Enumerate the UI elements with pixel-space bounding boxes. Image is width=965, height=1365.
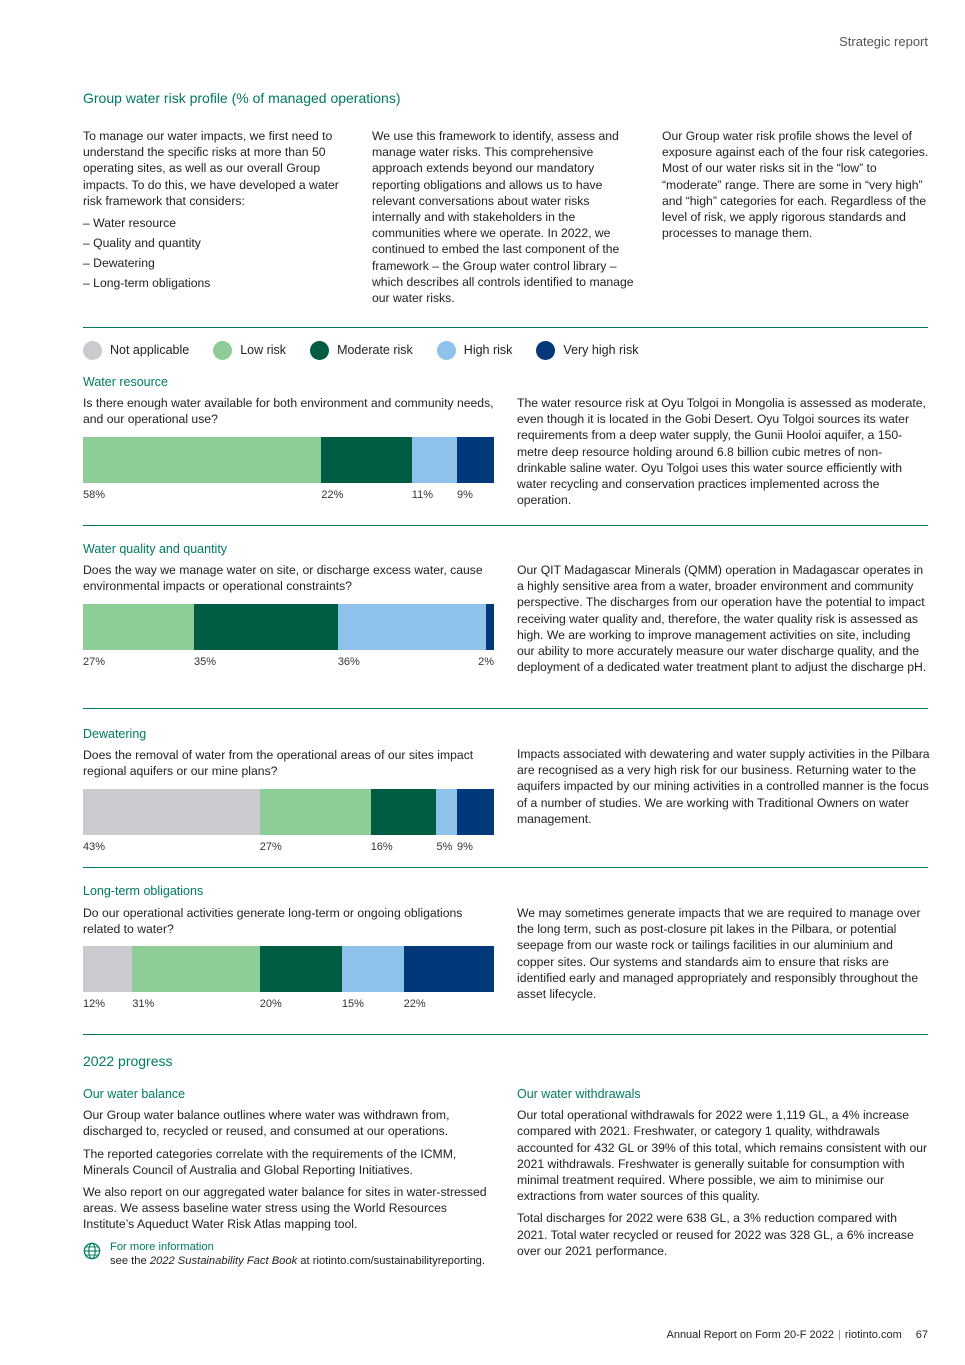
intro-paragraph: To manage our water impacts, we first need to understand the specific risks at more than 50 operating sites, as well as our overall Group impacts. To do this, we have developed a water risk framework that considers: (83, 129, 339, 208)
bar-value-label: 20% (259, 998, 282, 1010)
bar-value-label: 5% (436, 841, 453, 853)
bar-value-label: 22% (403, 998, 426, 1010)
divider (83, 867, 928, 868)
water-withdrawals-block (517, 1086, 929, 1265)
bar-value-label: 31% (132, 998, 155, 1010)
info-body (110, 1254, 485, 1268)
legend-swatch (437, 341, 456, 360)
water-quality-heading: Water quality and quantity (83, 542, 228, 556)
intro-paragraph: We use this framework to identify, assess and manage water risks. This comprehensive approach extends beyond our mandatory reporting obligations and allows us to have relevant conversations about water risks internally and with stakeholders in the communities where we operate. In 2022, we continued to embed the last component of the framework – the Group water control library – which describes all controls identified to manage our water risks. (372, 129, 634, 306)
divider (83, 1034, 928, 1035)
paragraph: We also report on our aggregated water balance for sites in water-stressed areas. We assess baseline water stress using the World Resources Institute’s Aqueduct Water Risk Atlas mapping tool. (83, 1185, 487, 1232)
divider (83, 327, 928, 328)
bar-value-label: 27% (83, 656, 106, 668)
list-item: – Dewatering (83, 255, 351, 271)
water-resource-question: Is there enough water available for both environment and community needs, and our operational use? (83, 396, 494, 427)
bar-segment-low-risk (260, 789, 371, 835)
legend-item-not-applicable (83, 341, 189, 360)
paragraph: Total discharges for 2022 were 638 GL, a 3% reduction compared with 2021. Total water recycled or reused for 2022 was 328 GL, a 6% increase over our 2021 performance. (517, 1211, 914, 1258)
water-withdrawals-heading: Our water withdrawals (517, 1087, 641, 1101)
info-title: For more information (110, 1241, 214, 1253)
bar-value-label: 9% (457, 841, 473, 853)
legend-swatch (213, 341, 232, 360)
water-balance-block (83, 1086, 493, 1239)
bar-segment-high-risk (338, 604, 486, 650)
bar-segment-not-applicable (83, 789, 260, 835)
bar-segment-very-high-risk (486, 604, 494, 650)
bar-value-label: 11% (411, 489, 433, 501)
footer-report-title: Annual Report on Form 20-F 2022 (666, 1329, 835, 1341)
footer-site[interactable]: riotinto.com (844, 1329, 902, 1341)
bar-segment-low-risk (132, 946, 259, 992)
legend-swatch (536, 341, 555, 360)
bar-segment-moderate-risk (260, 946, 342, 992)
water-resource-bar (83, 437, 494, 501)
legend-swatch (83, 341, 102, 360)
bar-segment-very-high-risk (457, 789, 494, 835)
dewatering-question: Does the removal of water from the operational areas of our sites impact regional aquifers or our mine plans? (83, 748, 474, 779)
bar-value-label: 15% (341, 998, 364, 1010)
bar-value-label: 43% (83, 841, 106, 853)
dewatering-description: Impacts associated with dewatering and water supply activities in the Pilbara are recognised as a very high risk for our business. Returning water to the aquifers impacted by our mining activities in a controlled manner is the focus of a number of studies. We are working with Traditional Owners on water management. (517, 747, 930, 826)
bar-segment-high-risk (436, 789, 457, 835)
fact-book-title: 2022 Sustainability Fact Book (149, 1255, 298, 1267)
dewatering-heading: Dewatering (83, 727, 147, 741)
divider (83, 525, 928, 526)
bar-segment-moderate-risk (371, 789, 437, 835)
bar-value-label: 16% (370, 841, 393, 853)
legend-item-high-risk (437, 341, 513, 360)
dewatering-bar (83, 789, 494, 853)
paragraph: Our Group water balance outlines where water was withdrawn from, discharged to, recycled or reused, and consumed at our operations. (83, 1108, 450, 1139)
progress-title: 2022 progress (83, 1053, 173, 1069)
paragraph: Our total operational withdrawals for 2022 were 1,119 GL, a 4% increase compared with 2021. Freshwater, or category 1 quality, withdrawals accounted for 432 GL or 39% of this total, which remains consistent with our 2021 withdrawals. Freshwater is generally suitable for consumption with minimal treatment required. Where possible, we aim to minimise our extractions from water sources of this quality. (517, 1108, 928, 1204)
framework-list (83, 215, 351, 291)
water-resource-description: The water resource risk at Oyu Tolgoi in Mongolia is assessed as moderate, even though it is located in the Gobi Desert. Oyu Tolgoi sources its water requirements from a deep water supply, the Gunii Hooloi aquifer, a 150-metre deep resource holding around 6.8 billion cubic metres of non-drinkable saline water. Oyu Tolgoi uses this water source efficiently with water recycling and conservation practices implemented across the operation. (517, 396, 926, 508)
page-header-label: Strategic report (839, 34, 928, 49)
long-term-obligations-bar (83, 946, 494, 1010)
list-item: – Water resource (83, 215, 351, 231)
intro-column-2 (372, 128, 640, 312)
intro-paragraph: Our Group water risk profile shows the level of exposure against each of the four risk categories. Most of our water risks sit in the “low” to “moderate” range. There are some in “very high” and “high” categories for each. Regardless of the level of risk, we apply rigorous standards and processes to manage them. (662, 129, 929, 241)
bar-value-label: 12% (83, 998, 106, 1010)
section-title: Group water risk profile (% of managed operations) (83, 90, 401, 106)
legend-item-moderate-risk (310, 341, 413, 360)
legend-label: Moderate risk (337, 343, 413, 358)
bar-value-label: 22% (321, 489, 344, 501)
legend-item-low-risk (213, 341, 286, 360)
legend-swatch (310, 341, 329, 360)
paragraph: The reported categories correlate with the requirements of the ICMM, Minerals Council of Australia and Global Reporting Initiatives. (83, 1146, 457, 1177)
bar-value-label: 35% (193, 656, 216, 668)
bar-segment-very-high-risk (404, 946, 494, 992)
bar-value-label: 58% (83, 489, 106, 501)
long-term-obligations-question: Do our operational activities generate long-term or ongoing obligations related to water? (83, 906, 463, 937)
divider (83, 708, 928, 709)
bar-segment-high-risk (342, 946, 404, 992)
bar-segment-moderate-risk (194, 604, 338, 650)
legend-label: High risk (463, 343, 513, 358)
page-number: 67 (915, 1329, 928, 1341)
bar-segment-low-risk (83, 437, 321, 483)
bar-segment-very-high-risk (457, 437, 494, 483)
info-text (110, 1240, 485, 1268)
bar-value-label: 2% (478, 656, 494, 668)
footer-separator: | (838, 1329, 841, 1341)
legend-label: Not applicable (110, 343, 190, 358)
risk-legend (83, 341, 662, 360)
bar-value-label: 27% (259, 841, 282, 853)
water-quality-bar (83, 604, 494, 668)
bar-segment-low-risk (83, 604, 194, 650)
page-footer (666, 1327, 928, 1343)
water-balance-heading: Our water balance (83, 1087, 186, 1101)
long-term-obligations-heading: Long-term obligations (83, 884, 204, 898)
water-resource-heading: Water resource (83, 375, 168, 389)
bar-segment-moderate-risk (321, 437, 411, 483)
more-information-note (83, 1240, 485, 1268)
legend-label: Very high risk (563, 343, 639, 358)
bar-segment-high-risk (412, 437, 457, 483)
list-item: – Quality and quantity (83, 235, 351, 251)
intro-column-1 (83, 128, 351, 291)
water-quality-description: Our QIT Madagascar Minerals (QMM) operation in Madagascar operates in a highly sensitive area from a water, broader environment and community perspective. The discharges from our operation have the potential to impact receiving water quality and, therefore, the water quality risk is assessed as high. We are working to improve management activities on site, including our ability to more accurately measure our water discharge quality, and the deployment of a dedicated water treatment plant to adjust the discharge pH. (517, 563, 927, 675)
bar-value-label: 36% (337, 656, 360, 668)
bar-value-label: 9% (457, 489, 473, 501)
info-link[interactable]: at riotinto.com/sustainabilityreporting. (297, 1255, 485, 1267)
water-quality-question: Does the way we manage water on site, or discharge excess water, cause environmental impacts or operational constraints? (83, 563, 483, 594)
globe-icon (83, 1242, 101, 1260)
info-prefix: see the (110, 1255, 150, 1267)
bar-segment-not-applicable (83, 946, 132, 992)
long-term-obligations-description: We may sometimes generate impacts that we are required to manage over the long term, such as post-closure pit lakes in the Pilbara, or potential seepage from our waste rock or tailings facilities in our aluminium and copper sites. Our systems and standards aim to ensure that risks are identified early and managed appropriately and responsibly throughout the asset lifecycle. (517, 906, 921, 1002)
legend-item-very-high-risk (536, 341, 638, 360)
intro-column-3 (662, 128, 930, 247)
list-item: – Long-term obligations (83, 275, 351, 291)
legend-label: Low risk (240, 343, 287, 358)
